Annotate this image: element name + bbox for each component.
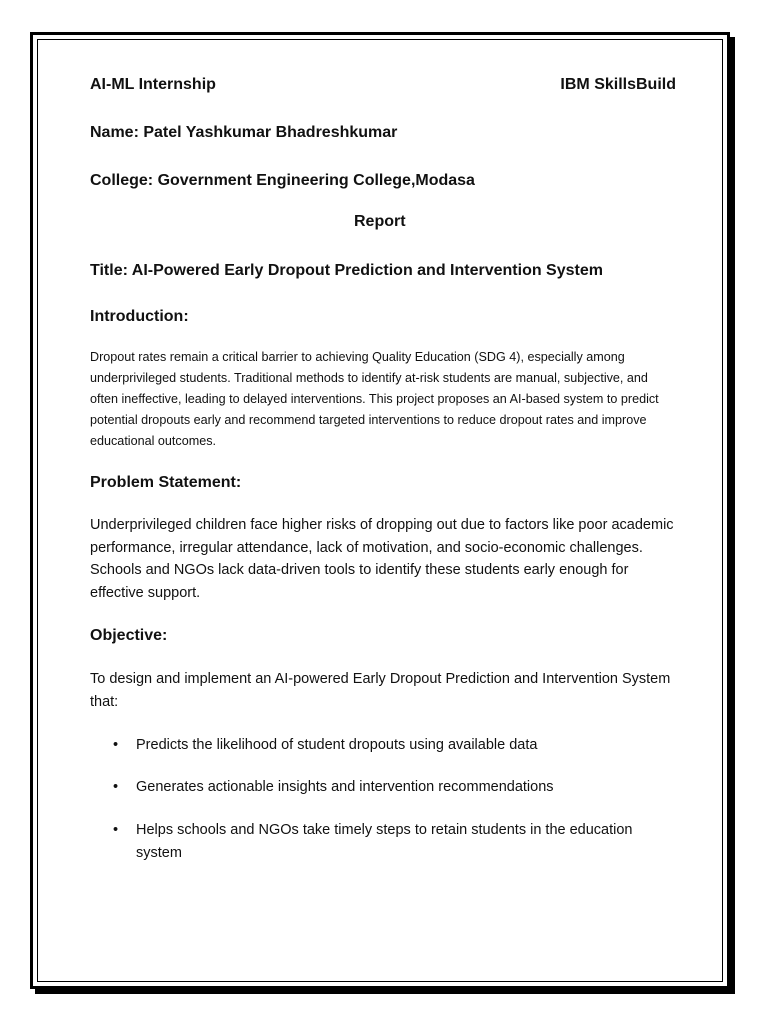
report-title: Title: AI-Powered Early Dropout Prediction and Intervention System bbox=[90, 262, 603, 279]
report-heading: Report bbox=[354, 213, 406, 230]
list-item-text: Predicts the likelihood of student dropouts using available data bbox=[136, 737, 538, 753]
organization-title: IBM SkillsBuild bbox=[560, 76, 676, 93]
introduction-heading: Introduction: bbox=[90, 308, 189, 325]
problem-statement-text: Underprivileged children face higher risks of dropping out due to factors like poor academic performance, irregular attendance, lack of motivation, and socio-economic challenges. Schools and NGOs lack data-driven tools to identify these students early enough for effective support. bbox=[90, 517, 674, 601]
program-title: AI-ML Internship bbox=[90, 76, 216, 93]
list-item-text: Helps schools and NGOs take timely steps to retain students in the education system bbox=[136, 822, 633, 861]
bullet-icon: • bbox=[113, 822, 119, 838]
list-item-text: Generates actionable insights and intervention recommendations bbox=[136, 779, 554, 795]
student-name: Name: Patel Yashkumar Bhadreshkumar bbox=[90, 124, 398, 141]
introduction-text: Dropout rates remain a critical barrier to achieving Quality Education (SDG 4), especially among underprivileged students. Traditional methods to identify at-risk students are manual, subjective, and often ineffective, leading to delayed interventions. This project proposes an AI-based system to predict potential dropouts early and recommend targeted interventions to reduce dropout rates and improve educational outcomes. bbox=[90, 350, 659, 448]
list-item bbox=[110, 819, 670, 864]
objective-heading: Objective: bbox=[90, 627, 168, 644]
problem-statement-heading: Problem Statement: bbox=[90, 474, 242, 491]
list-item bbox=[110, 734, 670, 757]
bullet-icon: • bbox=[113, 737, 119, 753]
list-item bbox=[110, 776, 670, 799]
college-name: College: Government Engineering College,Modasa bbox=[90, 172, 475, 189]
bullet-icon: • bbox=[113, 779, 119, 795]
objective-intro: To design and implement an AI-powered Early Dropout Prediction and Intervention System that: bbox=[90, 671, 671, 710]
